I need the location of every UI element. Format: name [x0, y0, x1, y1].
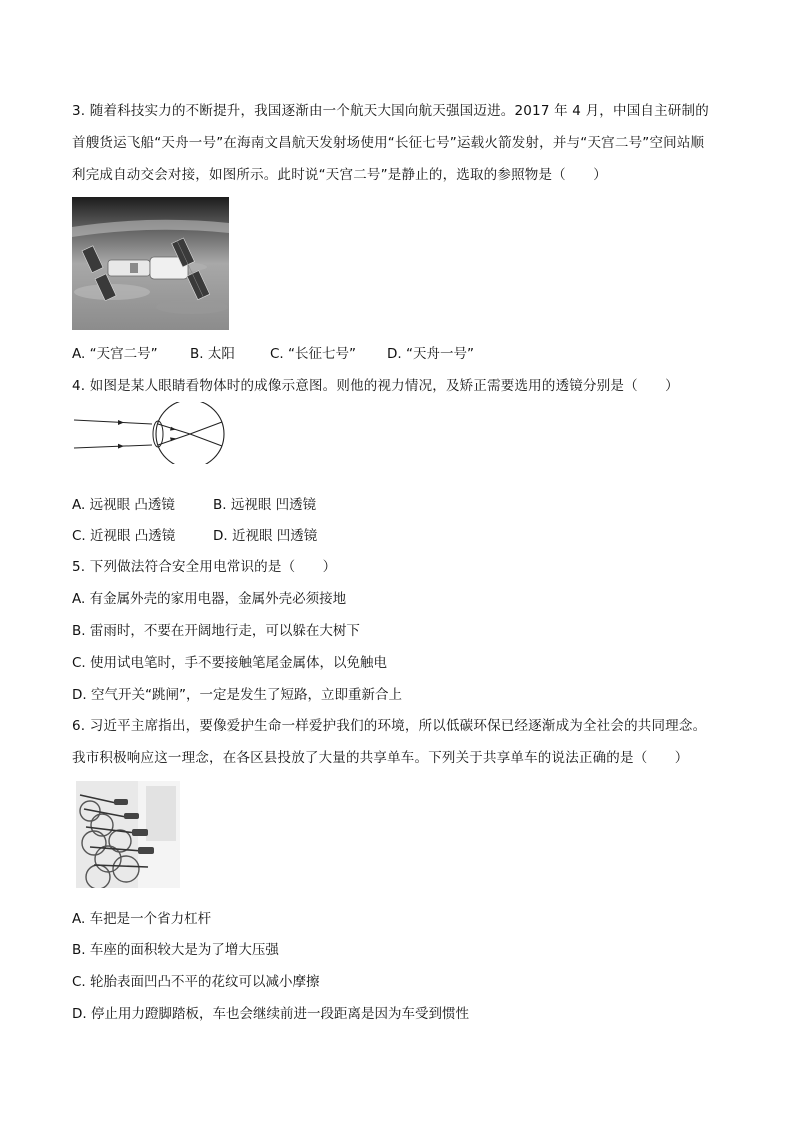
q3-stem-line-1: 3. 随着科技实力的不断提升，我国逐渐由一个航天大国向航天强国迈进。2017 年 4 月，中国自主研制的 [72, 103, 709, 119]
q6-option-b: B. 车座的面积较大是为了增大压强 [72, 942, 279, 958]
q6-stem-line-1: 6. 习近平主席指出，要像爱护生命一样爱护我们的环境，所以低碳环保已经逐渐成为全社会的共同理念。 [72, 718, 707, 734]
q6-stem-line-2: 我市积极响应这一理念，在各区县投放了大量的共享单车。下列关于共享单车的说法正确的是（ ） [72, 750, 689, 766]
eye-imaging-diagram [72, 402, 230, 464]
q3-option-a: A. “天宫二号” [72, 346, 158, 362]
q5-option-a: A. 有金属外壳的家用电器，金属外壳必须接地 [72, 591, 347, 607]
q4-option-c: C. 近视眼 凸透镜 [72, 528, 176, 544]
q5-stem: 5. 下列做法符合安全用电常识的是（ ） [72, 559, 337, 575]
q4-stem: 4. 如图是某人眼睛看物体时的成像示意图。则他的视力情况，及矫正需要选用的透镜分别是（ ） [72, 378, 679, 394]
q4-option-d: D. 近视眼 凹透镜 [213, 528, 318, 544]
q3-stem-line-2: 首艘货运飞船“天舟一号”在海南文昌航天发射场使用“长征七号”运载火箭发射，并与“天宫二号”空间站顺 [72, 135, 705, 151]
q5-option-c: C. 使用试电笔时，手不要接触笔尾金属体，以免触电 [72, 655, 388, 671]
q3-stem-line-3: 利完成自动交会对接，如图所示。此时说“天宫二号”是静止的，选取的参照物是（ ） [72, 167, 607, 183]
shared-bicycles-image [76, 781, 180, 888]
q3-option-d: D. “天舟一号” [387, 346, 474, 362]
q4-option-b: B. 远视眼 凹透镜 [213, 497, 317, 513]
q5-option-d: D. 空气开关“跳闸”，一定是发生了短路，立即重新合上 [72, 687, 402, 703]
q3-option-b: B. 太阳 [190, 346, 235, 362]
q6-option-a: A. 车把是一个省力杠杆 [72, 911, 212, 927]
q4-option-a: A. 远视眼 凸透镜 [72, 497, 175, 513]
space-station-docking-image [72, 197, 229, 330]
q6-option-d: D. 停止用力蹬脚踏板，车也会继续前进一段距离是因为车受到惯性 [72, 1006, 469, 1022]
q6-option-c: C. 轮胎表面凹凸不平的花纹可以减小摩擦 [72, 974, 320, 990]
q3-option-c: C. “长征七号” [270, 346, 356, 362]
q5-option-b: B. 雷雨时，不要在开阔地行走，可以躲在大树下 [72, 623, 360, 639]
